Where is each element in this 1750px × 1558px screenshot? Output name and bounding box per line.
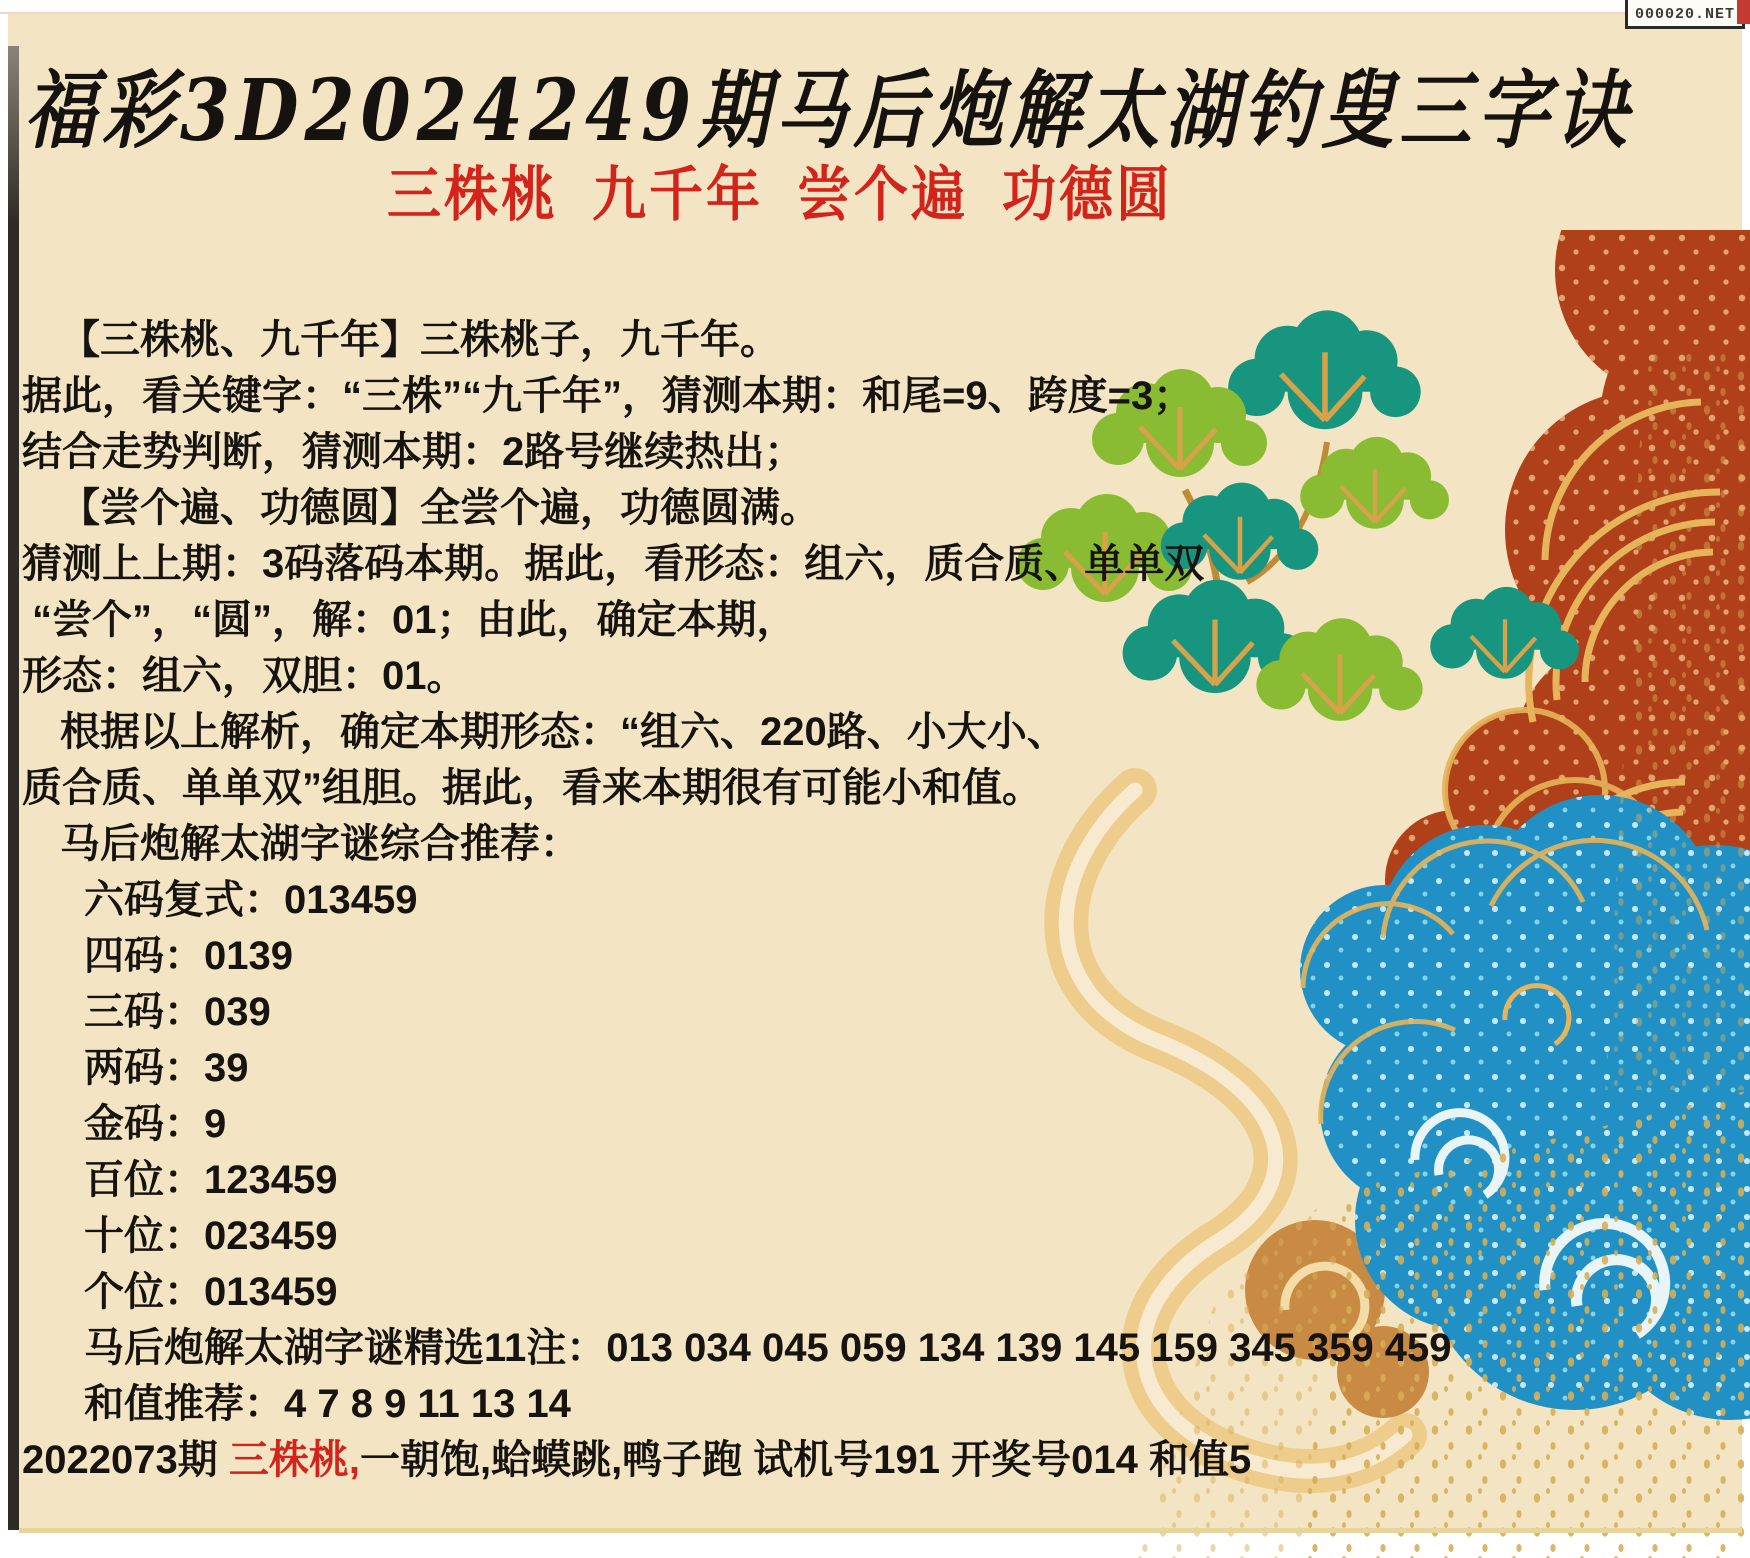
body-line: 根据以上解析，确定本期形态：“组六、220路、小大小、 [60,710,1067,754]
history-period: 2022073期 [22,1438,229,1482]
rec-six-codes: 六码复式：013459 [84,878,418,922]
body-line: 【三株桃、九千年】三株桃子，九千年。 [60,318,780,362]
rec-three-codes: 三码：039 [84,990,271,1034]
rec-gold-code: 金码：9 [84,1102,227,1146]
history-rest: 一朝饱,蛤蟆跳,鸭子跑 试机号191 开奖号014 和值5 [359,1438,1252,1482]
left-edge-shadow [8,46,19,1530]
page-title: 福彩3D2024249期马后炮解太湖钓叟三字诀 [24,59,1634,160]
corner-red-mark [1737,0,1750,24]
body-line: 形态：组六，双胆：01。 [22,654,467,698]
recommendation-header: 马后炮解太湖字谜综合推荐： [60,822,580,866]
rec-four-codes: 四码：0139 [84,934,293,978]
body-line: 猜测上上期：3码落码本期。据此，看形态：组六，质合质、单单双 [22,542,1205,586]
page-subtitle: 三株桃 九千年 尝个遍 功德圆 [386,162,1173,229]
rec-hundreds: 百位：123459 [84,1158,338,1202]
rec-two-codes: 两码：39 [84,1046,249,1090]
rec-sum-values: 和值推荐：4 7 8 9 11 13 14 [84,1382,571,1426]
history-reference-line [22,1432,1728,1488]
rec-tens: 十位：023459 [84,1214,338,1258]
history-highlight: 三株桃, [228,1438,360,1482]
body-line: 结合走势判断，猜测本期：2路号继续热出； [22,430,805,474]
analysis-text-block [22,312,1728,1488]
body-line: 据此，看关键字：“三株”“九千年”，猜测本期：和尾=9、跨度=3； [22,374,1194,418]
watermark-badge [1625,0,1745,29]
body-line: 质合质、单单双”组胆。据此，看来本期很有可能小和值。 [22,766,1042,810]
body-line: “尝个”，“圆”，解：01；由此，确定本期， [32,598,797,642]
bottom-border-line [19,1528,1742,1533]
top-border-line [0,12,1750,14]
watermark-text: 000020.NET [1634,6,1735,23]
body-line: 【尝个遍、功德圆】全尝个遍，功德圆满。 [60,486,820,530]
rec-units: 个位：013459 [84,1270,338,1314]
rec-selected-11: 马后炮解太湖字谜精选11注：013 034 045 059 134 139 145 159 345 359 459 [84,1326,1452,1370]
